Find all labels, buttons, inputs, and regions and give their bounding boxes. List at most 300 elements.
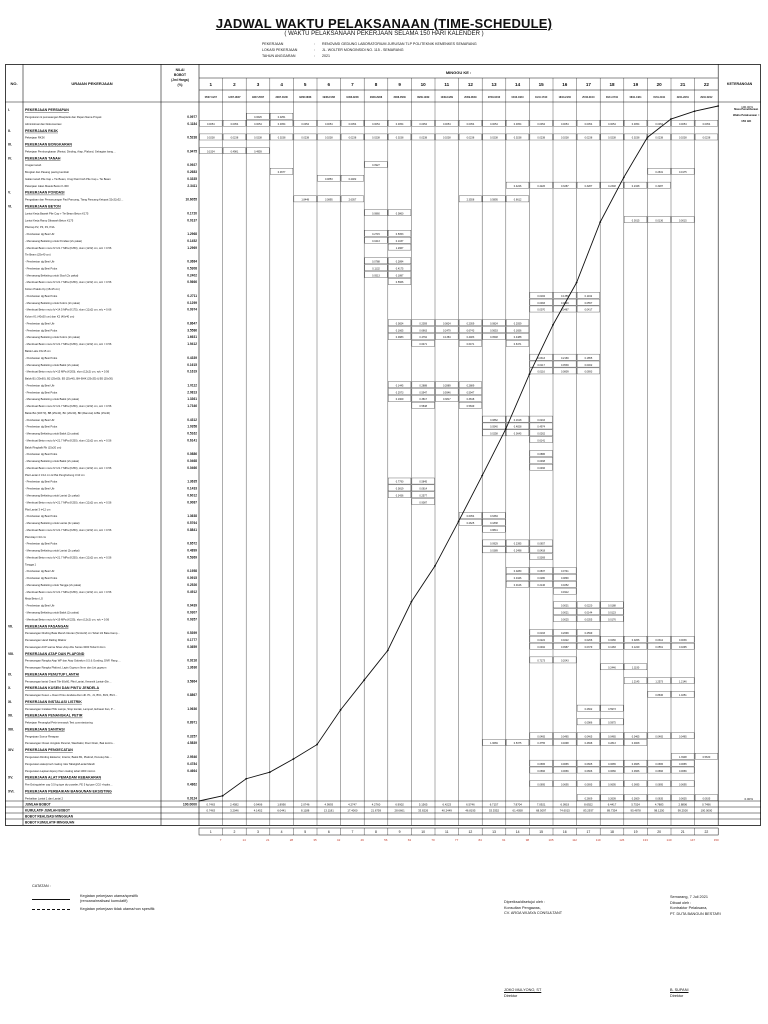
schedule-bar-value: 0.0635	[702, 797, 711, 801]
header-week-date: 18/10-24/10	[558, 97, 571, 99]
schedule-bar-value: 0.0824	[395, 322, 404, 326]
bottom-week-number: 8	[375, 830, 377, 834]
work-item-label: - Membuat Beton mutu fc'=21.7 MPa (K250), slum (12±2) cm, w/c = 0.56	[25, 405, 112, 409]
header-bobot: BOBOT	[173, 73, 187, 77]
schedule-bar-value: 0.6471	[419, 343, 428, 347]
section-title: PEKERJAAN PENUTUP LANTAI	[25, 672, 80, 677]
schedule-bar-value: 0.0222	[560, 639, 569, 643]
work-item-label: Pemasangan ACP warna Silver+Kop Abu Series 3000 Tebal 0.4mm	[25, 645, 106, 649]
header-week-number: 19	[633, 82, 639, 87]
schedule-bar-value: 1.9669	[490, 742, 498, 746]
work-item-weight: 1.0636	[187, 706, 197, 711]
schedule-bar-value: 1.2573	[655, 680, 664, 684]
schedule-bar-value: 0.0929	[490, 542, 498, 546]
work-item-label: - Memasang Bekisting untuk Lantai (2x pakai)	[25, 549, 80, 553]
work-item-weight: 0.0466	[187, 465, 197, 470]
schedule-bar-value: 0.0238	[631, 136, 640, 140]
work-item-weight: 1.3638	[187, 514, 197, 519]
schedule-bar-value: 0.1384	[442, 336, 451, 340]
day-mark: 119	[595, 838, 601, 842]
schedule-bar-value: 0.0645	[513, 432, 522, 436]
work-item-label: Administrasi dan Dokumentasi	[25, 122, 62, 126]
work-item-label: - Memasang Bekisting untuk Balok (2x pakai)	[25, 398, 79, 402]
weekly-total-value: 4.2760	[371, 802, 381, 807]
work-item-weight: 1.3636	[187, 665, 197, 670]
weekly-total-value: 1.8990	[277, 802, 286, 807]
work-item-weight: 2.9546	[187, 754, 197, 759]
section-number: VII.	[8, 624, 14, 629]
schedule-bar-value: 0.0123	[608, 611, 616, 615]
schedule-bar-value: 0.0238	[442, 136, 451, 140]
weekly-total-value: 5.7524	[631, 802, 640, 807]
work-item-weight: 0.0439	[187, 603, 197, 608]
section-title: PEKERJAAN TANAH	[25, 156, 61, 161]
schedule-bar-value: 0.0666	[655, 769, 664, 773]
header-week-number: 5	[303, 82, 307, 87]
schedule-bar-value: 0.0677	[277, 171, 286, 175]
schedule-bar-value: 0.0657	[537, 542, 546, 546]
schedule-bar-value: 0.0695	[537, 783, 546, 787]
schedule-bar-value: 0.0054	[466, 122, 475, 126]
schedule-bar-value: 0.0144	[584, 611, 593, 615]
schedule-bar-value: 0.0238	[537, 136, 546, 140]
weekly-total-value: 7.0921	[536, 802, 546, 807]
schedule-bar-value: 1.2145	[631, 680, 640, 684]
schedule-bar-value: 0.5946	[442, 391, 451, 395]
schedule-bar-value: 0.0465	[631, 735, 640, 739]
header-week-number: 1	[209, 82, 213, 87]
schedule-bar-value: 0.0886	[537, 453, 546, 457]
schedule-bar-value: 0.0238	[490, 136, 498, 140]
schedule-bar-value: 0.1887	[395, 274, 404, 278]
section-title: PEKERJAAN PENANGKAL PETIR	[25, 713, 83, 718]
section-title: PEKERJAAN KUSEN DAN PINTU JENDELA	[25, 686, 100, 691]
header-week-date: 15/11-21/11	[653, 97, 666, 99]
made-by-label: Dibuat oleh :	[670, 900, 692, 905]
work-item-label: - Pembesian dg Besi Polos	[25, 453, 58, 457]
work-item-label: - Pembesian dg Besi Ulir	[25, 604, 55, 608]
work-item-weight: 1.6631	[187, 335, 197, 340]
work-item-weight: 0.1299	[187, 300, 197, 305]
schedule-bar-value: 0.4828	[513, 425, 522, 429]
section-title: PEKERJAAN PERBAIKAN BANGUNAN EKSISTING	[25, 789, 112, 794]
header-bobot: (%)	[177, 83, 183, 87]
schedule-bar-value: 0.4912	[560, 590, 569, 594]
day-mark: 112	[572, 838, 577, 842]
schedule-bar-value: 0.0238	[230, 136, 239, 140]
weekly-total-value: 6.9902	[395, 802, 404, 807]
cumulative-total-value: 4.1452	[253, 808, 263, 813]
schedule-bar-value: 0.0983	[395, 336, 404, 340]
section-number: XVI.	[8, 789, 15, 794]
meta-value: RENOVASI GEDUNG LABORATORIUM JURUSAN TLP POLITEKNIK KEMENKES SEMARANG	[322, 42, 477, 46]
percent-bottom-label: 0.00%	[744, 797, 753, 801]
weekly-total-value: 2.0746	[300, 802, 310, 807]
work-item-label: - Membuat Beton mutu fc'=21.7 MPa (K250), slum (12±2) cm, w/c = 0.56	[25, 590, 112, 594]
work-item-weight: 0.2402	[187, 273, 197, 278]
section-title: PEKERJAAN ALAT PEMADAM KEBAKARAN	[25, 775, 102, 780]
schedule-bar-value: 0.3818	[466, 398, 475, 402]
cumulative-total-value: 100.0000	[700, 808, 713, 813]
day-mark: 140	[666, 838, 672, 842]
header-week-number: 11	[444, 82, 450, 87]
schedule-bar-value: 0.4974	[537, 425, 546, 429]
work-item-label: - Membuat Beton mutu fc'=21.7 MPa (K250), slum (12±2) cm, w/c = 0.56	[25, 466, 112, 470]
schedule-bar-value: 0.0054	[560, 122, 569, 126]
schedule-bar-value: 0.0665	[584, 762, 593, 766]
meta-separator: :	[314, 42, 315, 46]
work-item-label: Pengecatan waterproof coating roks Tabelgiti/Lantai Mandi	[25, 762, 95, 766]
day-mark: 70	[431, 838, 435, 842]
schedule-bar-value: 0.0238	[702, 136, 711, 140]
schedule-bar-value: 0.2059	[513, 322, 522, 326]
schedule-bar-value: 0.2813	[608, 742, 616, 746]
schedule-bar-value: 0.0054	[678, 122, 687, 126]
schedule-bar-value: 0.0853	[324, 177, 333, 181]
schedule-bar-value: 0.0054	[301, 122, 310, 126]
work-item-weight: 0.4339	[187, 355, 197, 360]
totals-grand-total: 100.0000	[182, 802, 197, 807]
schedule-bar-value: 0.0008	[631, 742, 640, 746]
schedule-bar-value: 0.0054	[230, 122, 239, 126]
schedule-bar-value: 0.2973	[395, 391, 404, 395]
work-item-weight: 1.2968	[187, 232, 197, 237]
cumulative-total-value: 74.6015	[559, 808, 570, 813]
schedule-bar-value: 0.0788	[372, 260, 380, 264]
schedule-bar-value: 0.2888	[419, 384, 428, 388]
schedule-bar-value: 0.3287	[655, 184, 664, 188]
section-title: PEKERJAAN PONDASI	[25, 190, 65, 195]
work-item-label: - Membuat Beton mutu fc'=21.7 MPa (K250), slum (12±2) cm, w/c = 0.56	[25, 439, 112, 443]
work-item-label: Pemasangan Rangka Plafond, Lapis Gypsum 9mm dan List gypsum	[25, 666, 107, 670]
work-item-label: Perbaikan Lantai 1 dan Lantai 2	[25, 797, 63, 801]
schedule-bar-value: 0.6612	[513, 198, 522, 202]
work-item-label: - Membuat Beton mutu fc'=21.7 MPa (K250), slum (12±2) cm, w/c = 0.56	[25, 501, 112, 505]
schedule-bar-value: 0.0025	[560, 618, 569, 622]
schedule-bar-value: 1.2967	[395, 246, 404, 250]
schedule-bar-value: 0.6663	[419, 329, 428, 333]
work-item-weight: 0.2526	[187, 582, 197, 587]
work-item-label: - Pembesian dg Besi Ulir	[25, 233, 55, 237]
cumulative-total-value: 98.1250	[654, 808, 665, 813]
section-number: I.	[8, 108, 10, 113]
work-item-label: - Pembesian dg Besi Polos	[25, 267, 58, 271]
work-item-label: - Membuat Beton mutu fc'=21.7 MPa (K250), slum (12±2) cm, w/c = 0.56	[25, 246, 112, 250]
header-minggu: MINGGU KE :	[445, 70, 472, 75]
cumulative-total-value: 17.4000	[347, 808, 358, 813]
schedule-bar-value: 0.0513	[372, 274, 380, 278]
schedule-bar-value: 0.0860	[395, 212, 404, 216]
cumulative-total-value: 21.6759	[370, 808, 382, 813]
schedule-bar-value: 0.0238	[513, 136, 522, 140]
work-item-weight: 0.0927	[187, 163, 197, 168]
schedule-bar-value: 0.0695	[655, 783, 664, 787]
bottom-week-number: 4	[280, 830, 283, 834]
day-mark: 14	[242, 838, 246, 842]
schedule-bar-value: 0.0054	[277, 122, 286, 126]
schedule-bar-value: 0.0465	[678, 735, 687, 739]
s-curve-point	[694, 110, 696, 112]
work-item-label: - Memasang Bekisting untuk Balok (2x pakai)	[25, 460, 79, 464]
schedule-bar-value: 0.0054	[702, 122, 711, 126]
schedule-bar-value: 0.2889	[466, 384, 475, 388]
schedule-bar-value: 0.0465	[560, 735, 569, 739]
schedule-bar-value: 0.0054	[513, 122, 522, 126]
day-mark: 84	[478, 838, 482, 842]
work-item-label: Pekerjaan Pembongkaran (Pantai, Dinding, Atap, Plafond, Sebagian bang…	[25, 150, 116, 154]
work-item-label: Plat Lantai 3 t=12 cm	[25, 508, 51, 512]
work-item-label: - Memasang Bekisting untuk Balok (2x pakai)	[25, 432, 79, 436]
section-title: PEKERJAAN BONGKARAN	[25, 142, 72, 147]
schedule-bar-value: 0.3817	[419, 398, 428, 402]
header-week-number: 4	[280, 82, 283, 87]
header-week-date: 22/11-28/11	[676, 97, 689, 99]
schedule-bar-value: 0.5375	[513, 742, 522, 746]
work-item-label: Lantai Kerja Ramp Dibawah Beton K175	[25, 219, 74, 223]
header-week-number: 3	[256, 82, 260, 87]
header-week-number: 18	[609, 82, 615, 87]
work-item-label: Pemasangan Hand Railing Dilabor	[25, 639, 67, 643]
work-item-label: Lantai Kerja Bawah Pile Cap + Tie Beam Beton K175	[25, 212, 89, 216]
schedule-bar-value: 0.0626	[254, 116, 262, 120]
header-week-date: 12/07-18/07	[228, 97, 241, 99]
work-item-label: - Pembesian dg Besi Ulir	[25, 418, 55, 422]
work-item-weight: 0.5369	[187, 555, 197, 560]
cumulative-total-value: 83.2937	[583, 808, 594, 813]
work-item-weight: 2.0813	[187, 390, 197, 395]
schedule-bar-value: 0.0054	[442, 122, 451, 126]
legend-main-text: Kegiatan pekerjaan utama/spesifik	[80, 893, 139, 898]
schedule-bar-value: 0.0054	[419, 122, 428, 126]
work-item-label: Pengadaan dan Pemancangan Pad Pancang, Tiang Pancang Ketupat 32x32x32…	[25, 198, 124, 202]
header-week-date: 19/07-25/07	[251, 97, 265, 99]
schedule-bar-value: 0.0238	[254, 136, 262, 140]
work-item-label: Pemasangan Kusen + Daun Pintu Jendela Alum dll. P1, J1, BV1, BV2, BV3…	[25, 694, 118, 698]
section-number: VI.	[8, 204, 13, 209]
work-item-label: - Pembesian dg Besi Polos	[25, 425, 58, 429]
meta-key: PEKERJAAN	[262, 42, 284, 46]
schedule-bar-value: 0.0666	[631, 769, 640, 773]
schedule-bar-value: 0.6743	[466, 329, 475, 333]
schedule-bar-value: 0.2446	[608, 666, 616, 670]
schedule-bar-value: 0.4959	[254, 150, 262, 154]
bottom-week-number: 15	[539, 830, 544, 834]
schedule-bar-value: 0.0238	[419, 136, 428, 140]
work-item-label: - Pembesian dg Besi Ulir	[25, 260, 55, 264]
schedule-bar-value: 0.2715	[372, 233, 380, 237]
schedule-bar-value: 0.5947	[466, 391, 475, 395]
cumulative-total-value: 40.2449	[441, 808, 452, 813]
meta-key: TAHUN ANGGARAN	[262, 54, 296, 59]
work-item-label: Pengecatan Dinding Eksterior, Interior, Balok B1, Plafond, Penutup Me…	[25, 755, 112, 759]
schedule-bar-value: 0.0222	[537, 639, 546, 643]
work-item-weight: 0.4862	[187, 782, 197, 787]
schedule-bar-value: 0.0539	[560, 363, 569, 367]
weekly-total-value: 2.8806	[678, 802, 688, 807]
cumulative-total-value: 61.4058	[512, 808, 523, 813]
schedule-bar-value: 0.0313	[537, 356, 546, 360]
s-curve-point	[222, 795, 224, 797]
schedule-bar-value: 1.2146	[678, 680, 687, 684]
work-item-weight: 0.4912	[187, 589, 197, 594]
schedule-bar-value: 0.5845	[419, 480, 428, 484]
work-item-label: - Membuat Beton mutu fc'=15 MPa (K200), slum (12±2) cm, w/c = 0.56	[25, 370, 110, 374]
work-item-label: - Pembesian dg Besi Polos	[25, 329, 58, 333]
section-number: III.	[8, 142, 12, 147]
schedule-bar-value: 0.1445	[395, 384, 404, 388]
header-week-number: 12	[467, 82, 473, 87]
schedule-bar-value: 0.0238	[584, 136, 593, 140]
day-mark: 42	[336, 838, 341, 842]
work-item-label: Pengukuran & pemasangan Bowplank dan Papan Nama Proyek	[25, 116, 102, 120]
work-item-label: Kolom Praktis Kp (15x15 cm)	[25, 288, 60, 292]
contractor-role: Kontraktor Pelaksana,	[670, 906, 708, 911]
work-item-weight: 0.4899	[187, 548, 197, 553]
schedule-bar-value: 0.4226	[537, 184, 546, 188]
work-item-label: - Membuat Beton mutu fc'=21.7 MPa (K250), slum (12±2) cm, w/c = 0.56	[25, 556, 112, 560]
header-bobot: (Jml Harga)	[171, 78, 189, 82]
work-item-weight: 0.2711	[187, 293, 197, 298]
day-mark: 91	[502, 838, 506, 842]
schedule-bar-value: 0.0666	[560, 769, 569, 773]
schedule-bar-value: 0.0266	[584, 639, 593, 643]
work-item-weight: 0.1720	[187, 211, 197, 216]
bottom-week-number: 21	[680, 830, 685, 834]
schedule-bar-value: 0.3755	[537, 742, 546, 746]
schedule-bar-value: 0.4175	[395, 267, 404, 271]
work-item-weight: 0.0915	[187, 576, 197, 581]
schedule-bar-value: 0.0216	[537, 418, 546, 422]
work-item-label: - Pembesian dg Besi Polos	[25, 294, 58, 298]
schedule-bar-value: 0.4981	[230, 150, 239, 154]
schedule-bar-value: 0.0665	[608, 762, 616, 766]
day-mark: 133	[642, 838, 648, 842]
header-week-date: 27/09-03/10	[487, 97, 501, 99]
work-item-weight: 0.5308	[187, 266, 197, 271]
schedule-bar-value: 0.4762	[419, 336, 428, 340]
header-week-date: 09/08-15/08	[322, 97, 335, 99]
work-item-label: - Pembesian dg Besi Ulir	[25, 570, 55, 574]
schedule-bar-value: 0.4488	[513, 336, 522, 340]
cumulative-total-value: 89.7354	[606, 808, 618, 813]
section-number: IX.	[8, 672, 13, 677]
schedule-bar-value: 0.0468	[537, 460, 546, 464]
work-item-label: - Pembesian dg Besi Polos	[25, 515, 58, 519]
work-item-label: Pemasangan Closet Jongkok Panorel, Washtafel, Floor Drain, Bak kontro…	[25, 742, 116, 746]
weekly-total-value: 0.9406	[253, 802, 263, 807]
schedule-bar-value: 0.2169	[560, 356, 569, 360]
bottom-week-number: 19	[633, 830, 638, 834]
schedule-bar-value: 0.0238	[324, 136, 333, 140]
s-curve-point	[670, 118, 672, 120]
schedule-bar-value: 0.0665	[678, 762, 687, 766]
header-week-number: 17	[585, 82, 591, 87]
work-item-weight: 0.3335	[187, 176, 197, 181]
schedule-bar-value: 0.0252	[560, 583, 569, 587]
header-week-number: 6	[327, 82, 331, 87]
header-week-date: 01/11-07/11	[605, 97, 619, 99]
schedule-bar-value: 0.0695	[678, 783, 687, 787]
work-item-label: - Memasang Bekisting untuk Sloof (2x pakai)	[25, 274, 79, 278]
totals-label: BOBOT KUMULATIF MINGGUAN	[25, 820, 75, 825]
s-curve-point	[458, 520, 460, 522]
s-curve-point	[717, 105, 719, 107]
schedule-bar-value: 0.0492	[537, 645, 546, 649]
schedule-bar-value: 0.3287	[584, 184, 593, 188]
schedule-bar-value: 0.2348	[631, 184, 640, 188]
schedule-bar-value: 0.0031	[560, 604, 569, 608]
cumulative-total-value: 33.8226	[418, 808, 429, 813]
work-item-weight: 3.5586	[187, 328, 197, 333]
legend	[32, 884, 155, 912]
schedule-bar-value: 0.0695	[584, 783, 593, 787]
bottom-week-number: 5	[304, 830, 307, 834]
schedule-bar-value: 0.5849	[466, 405, 475, 409]
schedule-bar-value: 0.2625	[466, 522, 475, 526]
header-week-date: 04/10-10/10	[511, 97, 524, 99]
schedule-bar-value: 0.2609	[608, 797, 616, 801]
work-item-label: Tangga 1	[25, 563, 37, 567]
schedule-sheet	[5, 64, 761, 877]
work-item-label: - Memasang Bekisting untuk Kolom (2x pakai)	[25, 336, 80, 340]
schedule-bar-value: 0.4226	[513, 184, 522, 188]
schedule-bar-value: 0.1656	[513, 329, 522, 333]
work-item-label: Pekerjaan RK3K	[25, 136, 45, 140]
day-mark: 150	[713, 838, 719, 842]
schedule-bar-value: 0.0238	[372, 136, 380, 140]
schedule-bar-value: 0.0809	[560, 370, 569, 374]
weekly-total-value: 6.4223	[442, 802, 452, 807]
meta-separator: :	[314, 48, 315, 53]
schedule-bar-value: 0.5895	[490, 198, 498, 202]
weekly-total-value: 8.6922	[584, 802, 593, 807]
header-week-date: 08/11-14/11	[629, 97, 642, 99]
work-item-label: Balok B1 (30x60), B2 (25x60), B3 (25x40), BH-BHK (25x35) & B5 (20x30)	[25, 377, 113, 381]
schedule-bar-value: 0.0540	[490, 425, 498, 429]
work-item-label: - Memasang Bekisting untuk Tangga (2x pakai)	[25, 583, 81, 587]
work-item-weight: 0.0974	[187, 307, 197, 312]
day-mark: 28	[289, 838, 294, 842]
weekly-total-value: 0.7463	[206, 802, 216, 807]
header-week-number: 9	[398, 82, 401, 87]
schedule-bar-value: 0.5666	[395, 281, 404, 285]
schedule-bar-value: 0.1229	[631, 645, 640, 649]
bottom-week-number: 10	[421, 830, 426, 834]
weekly-total-value: 6.5746	[466, 802, 475, 807]
meta-row	[262, 53, 477, 59]
header-week-date: 26/07-01/08	[275, 97, 288, 99]
legend-dashed-line	[32, 909, 70, 910]
schedule-bar-value: 0.0238	[466, 136, 475, 140]
schedule-bar-value: 0.2146	[537, 583, 546, 587]
header-week-number: 8	[374, 82, 378, 87]
s-curve-point	[481, 475, 483, 477]
schedule-bar-value: 0.0238	[560, 136, 569, 140]
schedule-bar-value: 0.7790	[395, 480, 404, 484]
header-week-number: 14	[515, 82, 521, 87]
schedule-bar-value: 3.0895	[324, 198, 333, 202]
work-item-label: Pekerjaan Penangkal Petir termasuk Test commissioning	[25, 721, 93, 725]
schedule-bar-value: 0.0295	[678, 645, 687, 649]
schedule-bar-value: 1.1190	[631, 666, 640, 670]
work-item-weight: 0.1619	[187, 369, 197, 374]
schedule-bar-value: 0.0927	[372, 164, 380, 168]
schedule-bar-value: 0.0649	[560, 301, 569, 305]
weekly-total-value: 6.7157	[489, 802, 499, 807]
header-week-number: 10	[420, 82, 426, 87]
work-item-weight: 0.4312	[187, 417, 197, 422]
schedule-bar-value: 0.0193	[537, 632, 546, 636]
